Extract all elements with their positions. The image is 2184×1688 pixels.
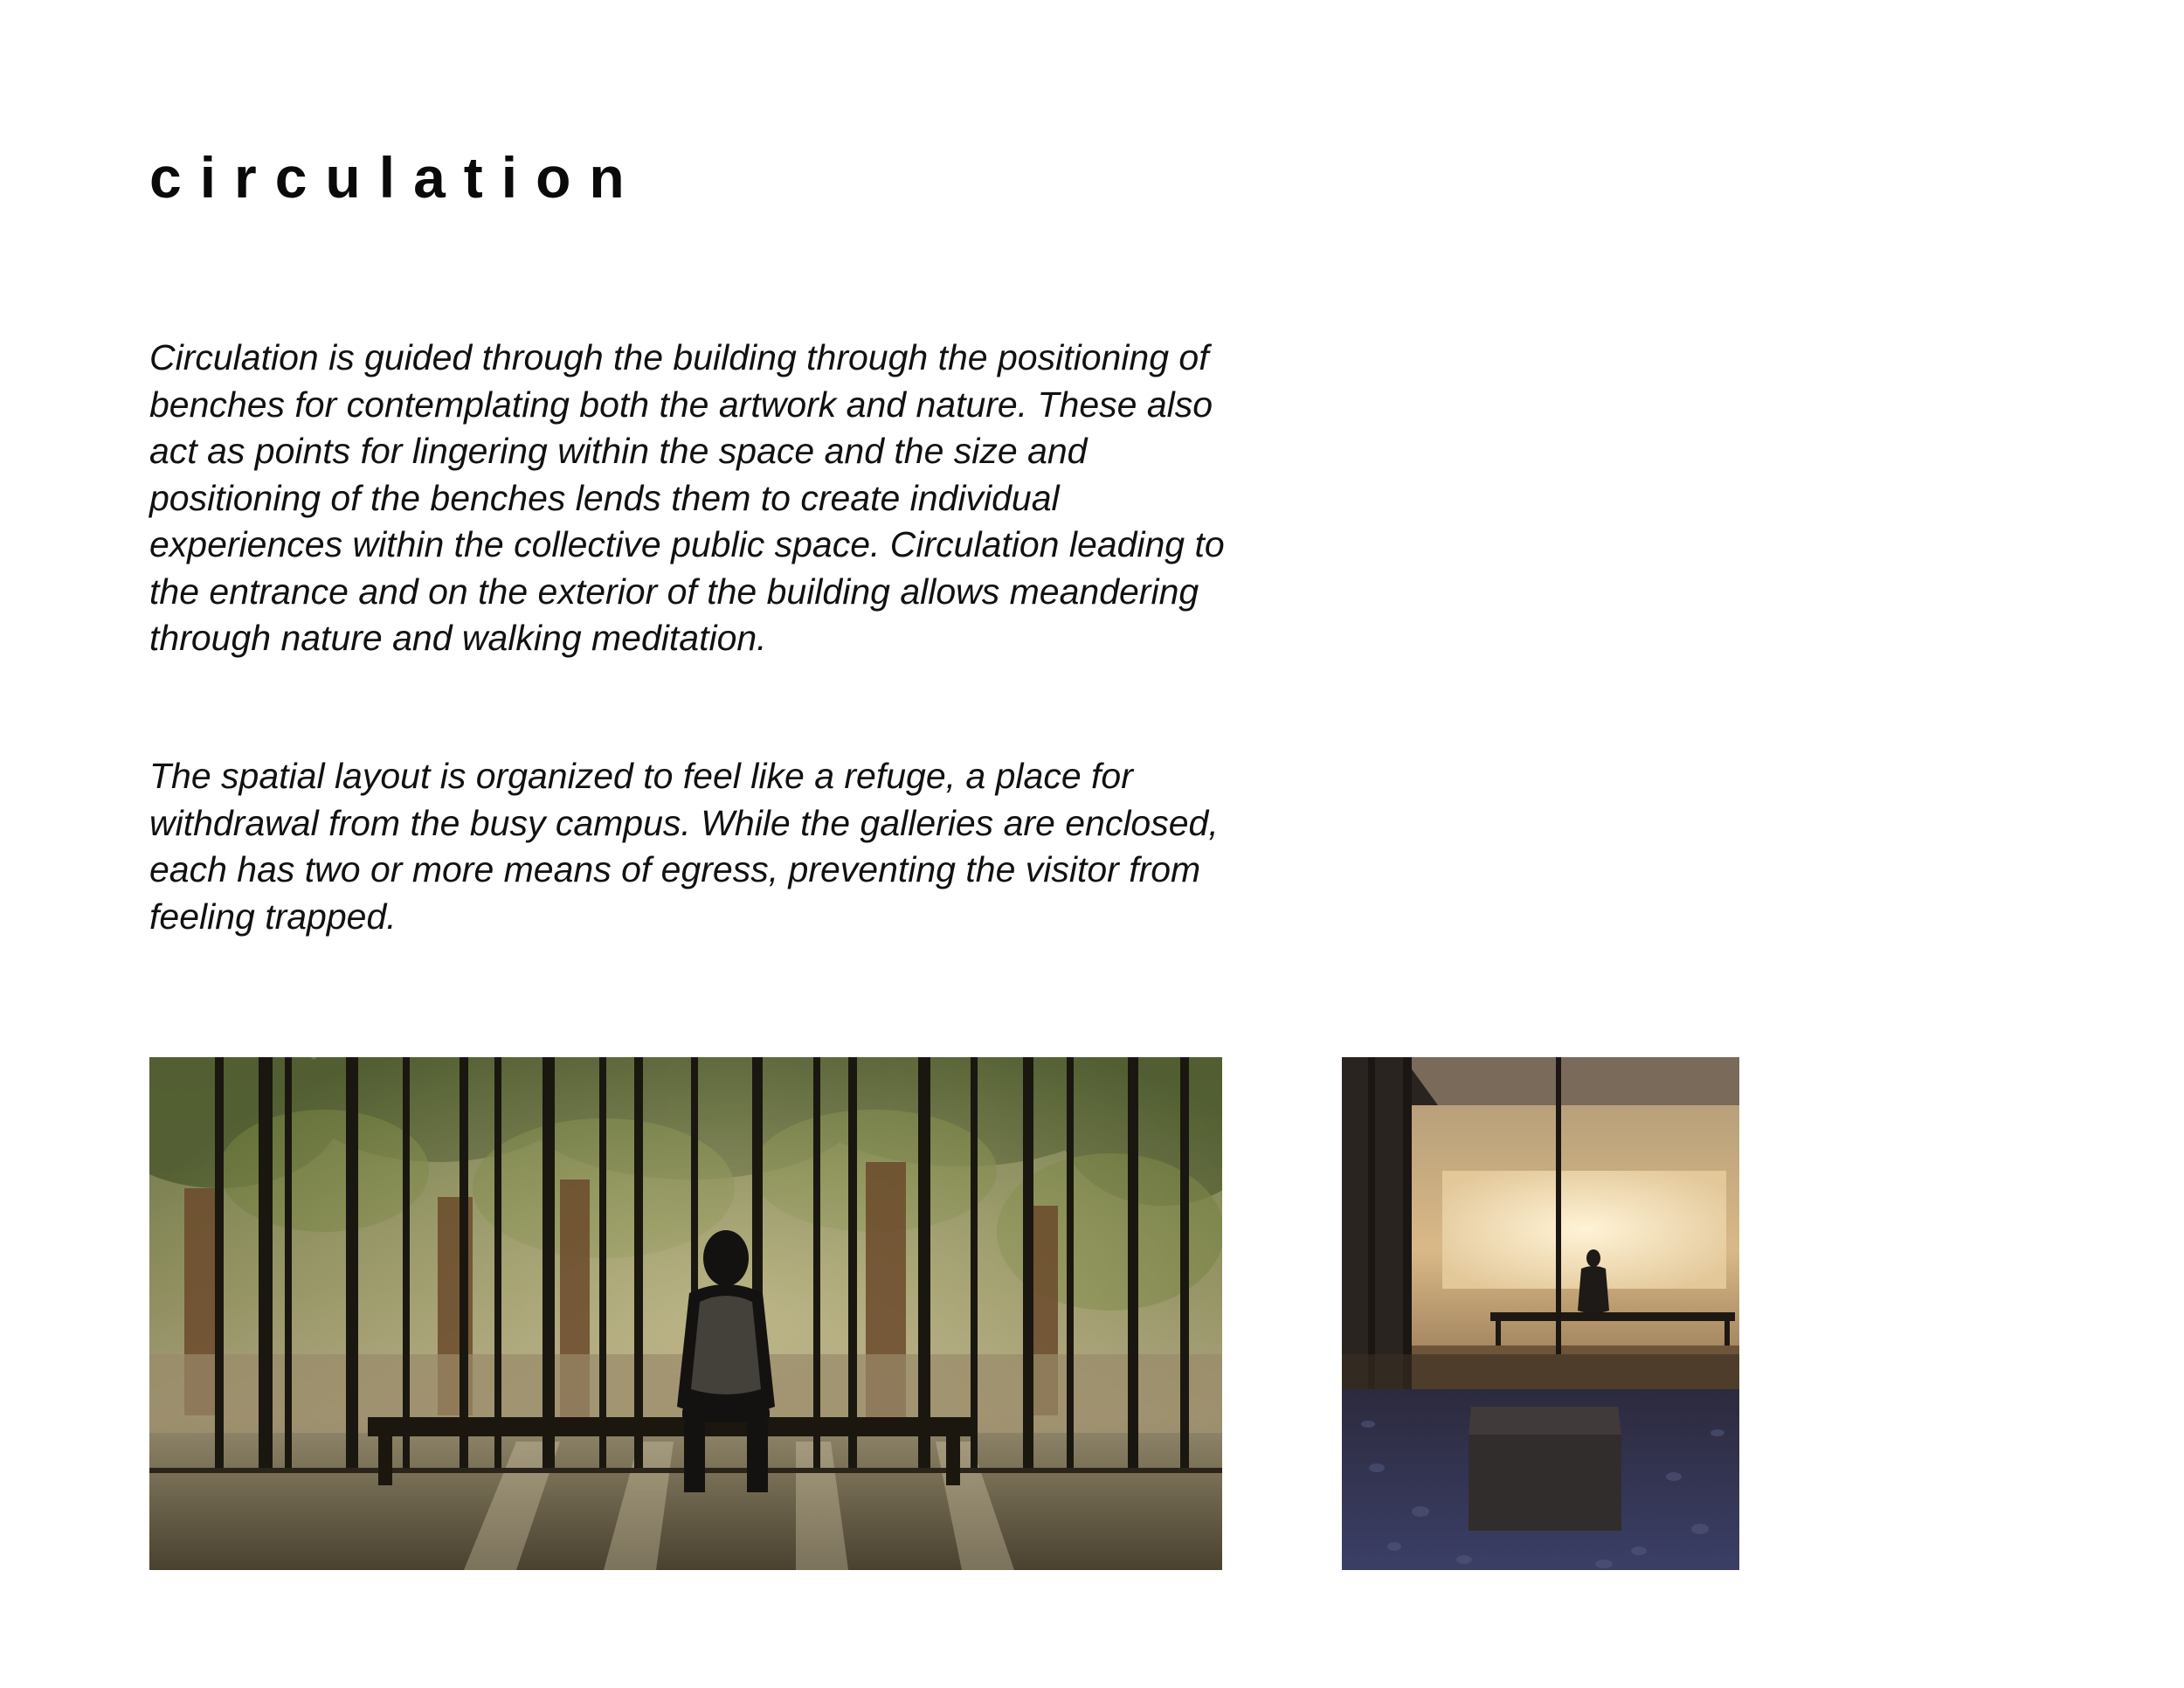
gallery-courtyard-photo [1342,1057,1739,1570]
body-paragraph-2: The spatial layout is organized to feel like a refuge, a place for withdrawal from the busy campus. While the galleries are enclosed, each has two or more means of egress, preventing the visitor from feeling trapped. [149,756,1219,937]
body-paragraph-1: Circulation is guided through the building through the positioning of benches for contemplating both the artwork and nature. These also act as points for lingering within the space and the size and positioning of the benches lends them to create individual experiences within the collective public space. Circulation leading to the entrance and on the exterior of the building allows meandering through nature and walking meditation. [149,337,1225,658]
bench-glass-wall-photo [149,1057,1222,1570]
page-title: circulation [149,145,643,210]
